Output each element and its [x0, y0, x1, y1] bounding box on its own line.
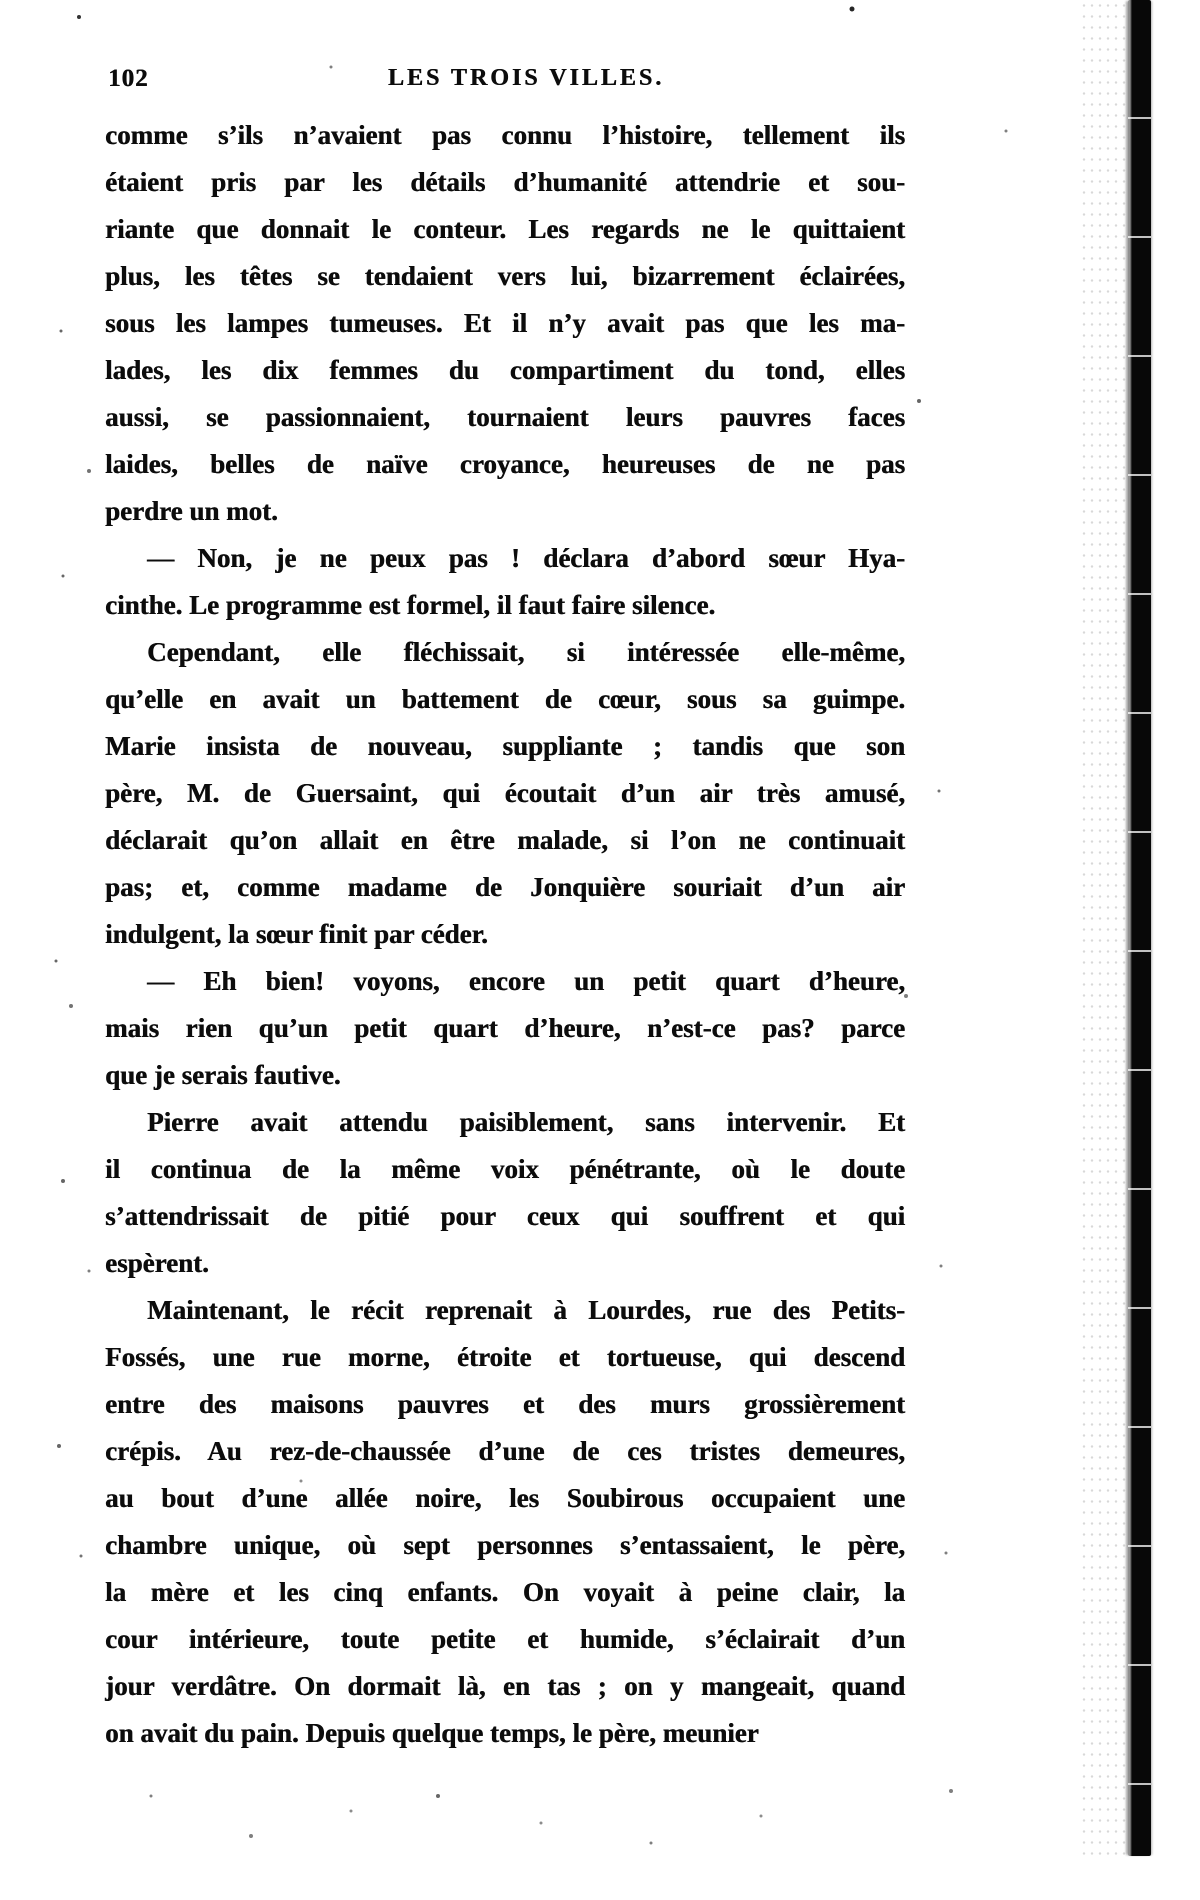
text-line: Maintenant, le récit reprenait à Lourdes, rue des Petits- — [147, 1295, 905, 1325]
text-line: la mère et les cinq enfants. On voyait à peine clair, la — [105, 1577, 905, 1607]
paragraph — [105, 629, 905, 958]
scan-edge-speckle — [1080, 0, 1130, 1858]
text-line: entre des maisons pauvres et des murs grossièrement — [105, 1389, 905, 1419]
text-line: comme s’ils n’avaient pas connu l’histoire, tellement ils — [105, 120, 905, 150]
text-line: que je serais fautive. — [105, 1060, 341, 1090]
paragraph — [105, 958, 905, 1099]
text-line: au bout d’une allée noire, les Soubirous occupaient une — [105, 1483, 905, 1513]
text-line: mais rien qu’un petit quart d’heure, n’est-ce pas? parce — [105, 1013, 905, 1043]
text-line: Fossés, une rue morne, étroite et tortueuse, qui descend — [105, 1342, 905, 1372]
text-line: pas; et, comme madame de Jonquière souriait d’un air — [105, 872, 905, 902]
text-line: père, M. de Guersaint, qui écoutait d’un air très amusé, — [105, 778, 905, 808]
paragraph — [105, 1099, 905, 1287]
text-line: cinthe. Le programme est formel, il faut faire silence. — [105, 590, 716, 620]
text-line: Marie insista de nouveau, suppliante ; tandis que son — [105, 731, 905, 761]
text-line: déclarait qu’on allait en être malade, si l’on ne continuait — [105, 825, 905, 855]
scan-noise — [0, 0, 2, 2]
text-line: riante que donnait le conteur. Les regards ne le quittaient — [105, 214, 905, 244]
text-line: cour intérieure, toute petite et humide, s’éclairait d’un — [105, 1624, 905, 1654]
text-line: plus, les têtes se tendaient vers lui, bizarrement éclairées, — [105, 261, 905, 291]
text-line: on avait du pain. Depuis quelque temps, le père, meunier — [105, 1718, 759, 1748]
text-line: sous les lampes tumeuses. Et il n’y avait pas que les ma- — [105, 308, 905, 338]
page-number: 102 — [108, 65, 149, 92]
text-line: il continua de la même voix pénétrante, où le doute — [105, 1154, 905, 1184]
text-line: Cependant, elle fléchissait, si intéressée elle-même, — [147, 637, 905, 667]
text-line: aussi, se passionnaient, tournaient leurs pauvres faces — [105, 402, 905, 432]
text-line: s’attendrissait de pitié pour ceux qui souffrent et qui — [105, 1201, 905, 1231]
text-line: chambre unique, où sept personnes s’entassaient, le père, — [105, 1530, 905, 1560]
text-line: laides, belles de naïve croyance, heureuses de ne pas — [105, 449, 905, 479]
text-line: — Eh bien! voyons, encore un petit quart d’heure, — [147, 966, 905, 996]
text-line: — Non, je ne peux pas ! déclara d’abord sœur Hya- — [147, 543, 905, 573]
text-line: indulgent, la sœur finit par céder. — [105, 919, 488, 949]
paragraph — [105, 535, 905, 629]
text-line: qu’elle en avait un battement de cœur, sous sa guimpe. — [105, 684, 905, 714]
page-header — [105, 62, 905, 98]
text-line: perdre un mot. — [105, 496, 278, 526]
text-line: jour verdâtre. On dormait là, en tas ; on y mangeait, quand — [105, 1671, 905, 1701]
running-title: LES TROIS VILLES. — [387, 65, 665, 91]
text-line: Pierre avait attendu paisiblement, sans intervenir. Et — [147, 1107, 905, 1137]
paragraph — [105, 112, 905, 535]
text-line: crépis. Au rez-de-chaussée d’une de ces tristes demeures, — [105, 1436, 905, 1466]
scan-edge-shadow — [1128, 0, 1151, 1856]
body-text — [105, 112, 905, 1757]
text-line: étaient pris par les détails d’humanité attendrie et sou- — [105, 167, 905, 197]
text-line: lades, les dix femmes du compartiment du tond, elles — [105, 355, 905, 385]
text-line: espèrent. — [105, 1248, 209, 1278]
paragraph — [105, 1287, 905, 1757]
